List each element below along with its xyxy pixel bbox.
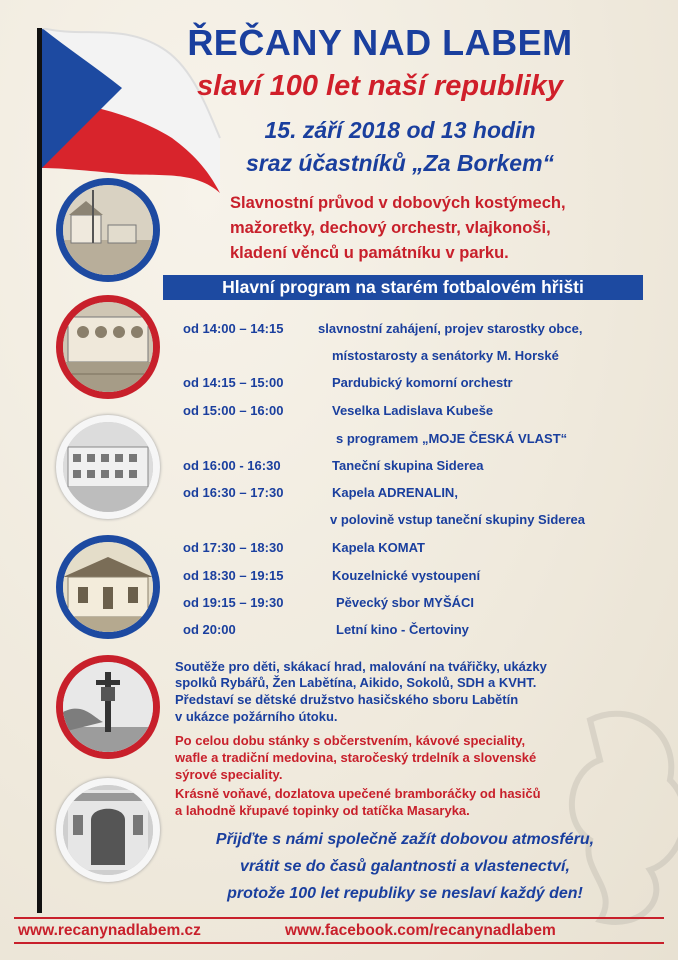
page-subtitle: slaví 100 let naší republiky [197, 70, 563, 102]
schedule-time: od 16:00 - 16:30 [183, 458, 281, 473]
closing-line: vrátit se do časů galantnosti a vlastenectví, [240, 858, 570, 875]
schedule-time: od 19:15 – 19:30 [183, 595, 284, 610]
photo-house-icon [56, 535, 160, 639]
closing-line: Přijďte s námi společně zažít dobovou atmosféru, [215, 831, 595, 848]
schedule-time: od 16:30 – 17:30 [183, 485, 284, 500]
schedule-time: od 20:00 [183, 622, 236, 637]
facebook-link[interactable]: www.facebook.com/recanynadlabem [285, 922, 556, 939]
refreshment-line: Po celou dobu stánky s občerstvením, kávové speciality, [175, 733, 526, 748]
program-banner: Hlavní program na starém fotbalovém hřišti [163, 275, 643, 300]
schedule-desc: slavnostní zahájení, projev starostky obce, [318, 321, 583, 336]
photo-building-icon [56, 295, 160, 399]
closing-line: protože 100 let republiky se neslaví každý den! [227, 885, 583, 902]
parade-line: mažoretky, dechový orchestr, vlajkonoši, [230, 219, 551, 237]
schedule-time: od 17:30 – 18:30 [183, 540, 284, 555]
info-line: v ukázce požárního útoku. [175, 709, 338, 724]
schedule-desc: Veselka Ladislava Kubeše [332, 403, 494, 418]
schedule-desc: Pěvecký sbor MYŠÁCI [336, 595, 475, 610]
schedule-time: od 14:00 – 14:15 [183, 321, 284, 336]
schedule-desc: Pardubický komorní orchestr [332, 375, 513, 390]
website-link[interactable]: www.recanynadlabem.cz [18, 922, 201, 939]
refreshment-line: Krásně voňavé, dozlatova upečené bramboráčky od hasičů [175, 786, 541, 801]
schedule-desc-cont: místostarosty a senátorky M. Horské [332, 348, 559, 363]
schedule-desc: Letní kino - Čertoviny [336, 622, 469, 637]
schedule-time: od 14:15 – 15:00 [183, 375, 284, 390]
refreshment-line: a lahodně křupavé topinky od tatíčka Masaryka. [175, 803, 470, 818]
schedule-desc: Kapela KOMAT [332, 540, 425, 555]
schedule-desc: Taneční skupina Siderea [332, 458, 484, 473]
photo-school-icon [56, 415, 160, 519]
footer-rule-bottom [14, 942, 664, 944]
photo-cross-icon [56, 655, 160, 759]
info-line: spolků Rybářů, Žen Labětína, Aikido, Sokolů, SDH a KVHT. [175, 675, 537, 690]
schedule-time: od 15:00 – 16:00 [183, 403, 284, 418]
footer-rule-top [14, 917, 664, 919]
flag-pole [37, 28, 42, 913]
info-line: Představí se dětské družstvo hasičského sboru Labětín [175, 692, 519, 707]
refreshment-line: wafle a tradiční medovina, staročeský trdelník a slovenské [175, 750, 537, 765]
schedule-desc: Kouzelnické vystoupení [332, 568, 481, 583]
schedule-desc-cont: v polovině vstup taneční skupiny Siderea [330, 512, 586, 527]
info-line: Soutěže pro děti, skákací hrad, malování na tvářičky, ukázky [175, 659, 547, 674]
photo-doorway-icon [56, 778, 160, 882]
photo-street-icon [56, 178, 160, 282]
parade-line: Slavnostní průvod v dobových kostýmech, [230, 194, 566, 212]
parade-line: kladení věnců u památníku v parku. [230, 244, 509, 262]
meeting-point: sraz účastníků „Za Borkem“ [245, 150, 555, 176]
event-date: 15. září 2018 od 13 hodin [264, 117, 536, 143]
refreshment-line: sýrové speciality. [175, 767, 283, 782]
schedule-desc-cont: s programem „MOJE ČESKÁ VLAST“ [336, 431, 568, 446]
schedule-desc: Kapela ADRENALIN, [332, 485, 458, 500]
schedule-time: od 18:30 – 19:15 [183, 568, 284, 583]
page-title: ŘEČANY NAD LABEM [187, 22, 573, 63]
